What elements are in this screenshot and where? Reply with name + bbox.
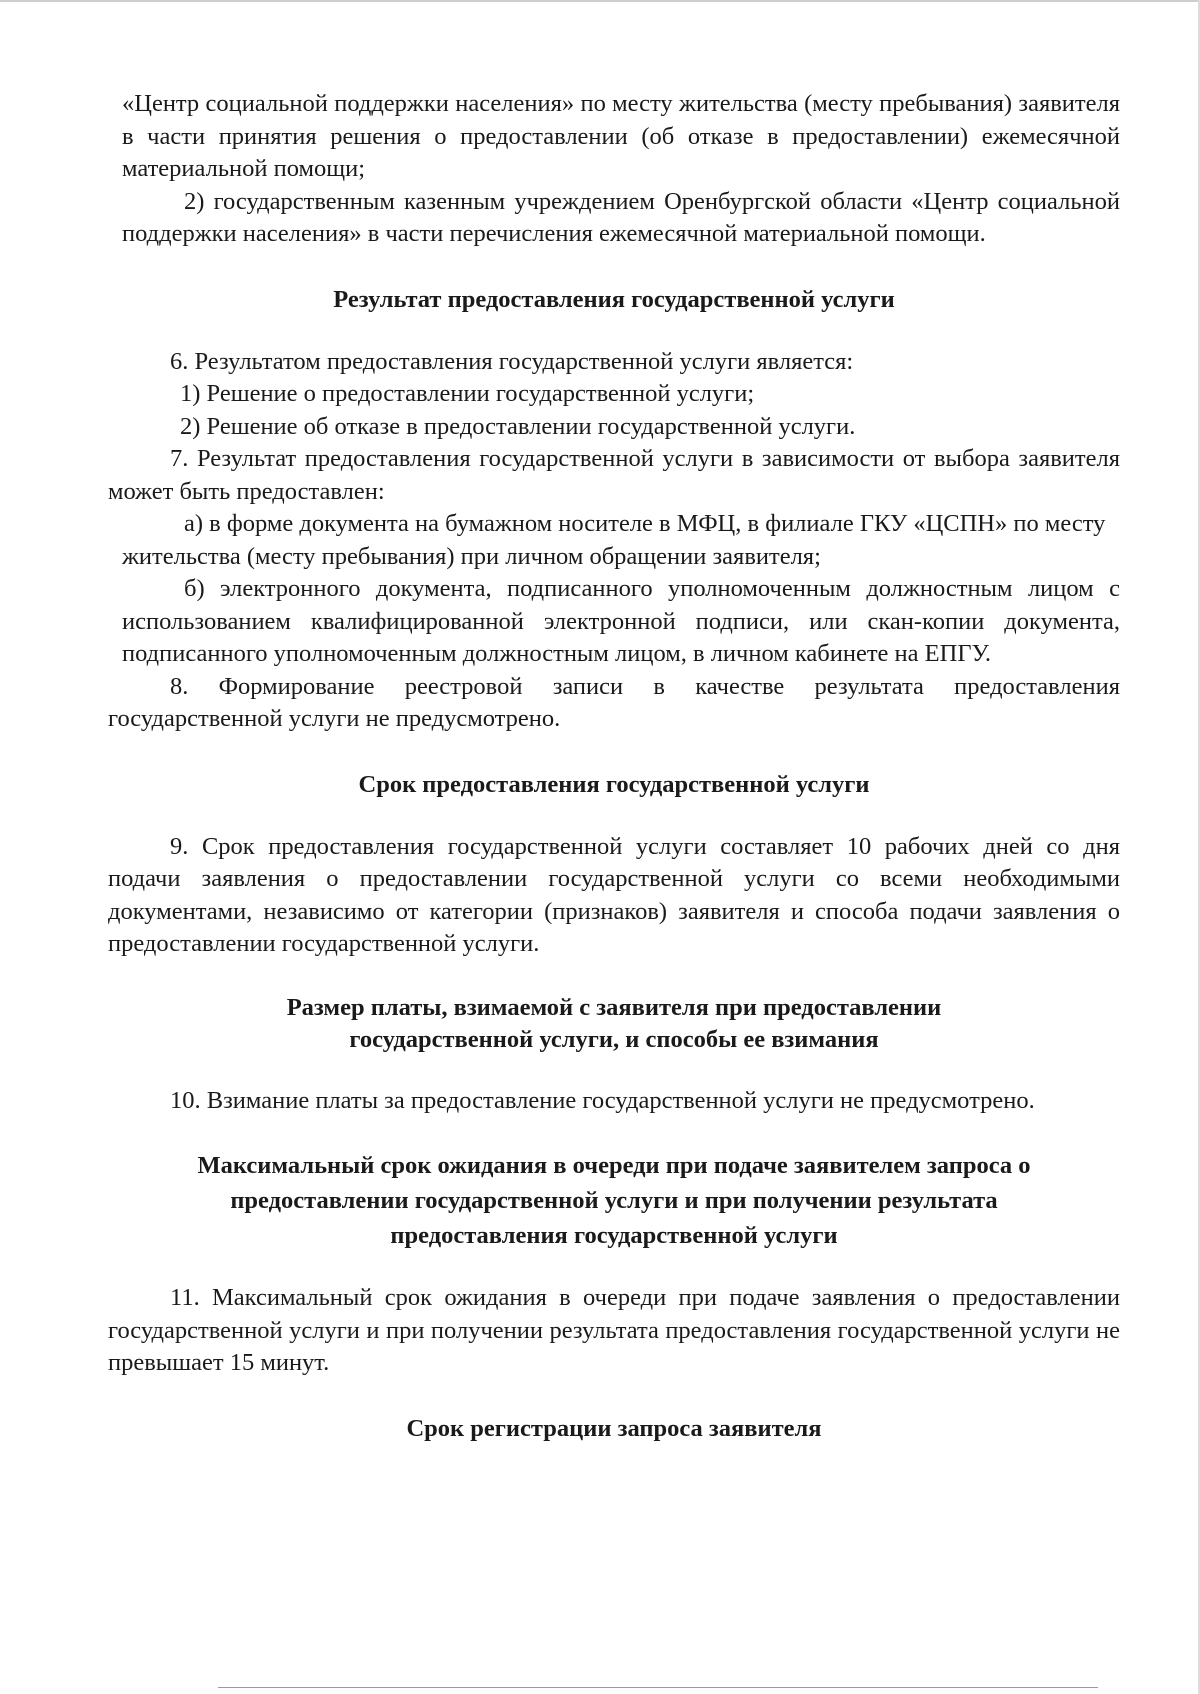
scan-top-edge [0, 0, 1200, 2]
heading-term: Срок предоставления государственной услуги [358, 770, 870, 798]
heading-queue-line-2: предоставлении государственной услуги и при получении результата [230, 1187, 998, 1214]
paragraph-8: 8. Формирование реестровой записи в качестве результата предоставления государственной услуги не предусмотрено. [108, 672, 1120, 732]
scan-bottom-line [218, 1687, 1098, 1688]
section-term-body [108, 831, 1120, 961]
heading-queue [108, 1148, 1120, 1253]
paragraph-10: 10. Взимание платы за предоставление государственной услуги не предусмотрено. [170, 1086, 1035, 1114]
paragraph-6: 6. Результатом предоставления государственной услуги является: [170, 347, 854, 375]
section-fee-body [108, 1085, 1120, 1118]
document-body [108, 88, 1120, 1446]
heading-queue-line-3: предоставления государственной услуги [390, 1222, 838, 1249]
section-queue-body [108, 1282, 1120, 1380]
paragraph-6-1: 1) Решение о предоставлении государственной услуги; [180, 380, 755, 407]
heading-queue-line-1: Максимальный срок ожидания в очереди при подаче заявителем запроса о [197, 1152, 1031, 1179]
intro-paragraph: «Центр социальной поддержки населения» по месту жительства (месту пребывания) заявителя в части принятия решения о предоставлении (об отказе в предоставлении) ежемесячной материальной помощи; [122, 90, 1120, 182]
paragraph-6-2: 2) Решение об отказе в предоставлении государственной услуги. [180, 412, 856, 440]
item-2-paragraph: 2) государственным казенным учреждением Оренбургской области «Центр социальной поддержки населения» в части перечисления ежемесячной материальной помощи. [122, 187, 1120, 247]
paragraph-7-a: а) в форме документа на бумажном носителе в МФЦ, в филиале ГКУ «ЦСПН» по месту жительства (месту пребывания) при личном обращении заявителя; [122, 510, 1106, 570]
paragraph-9: 9. Срок предоставления государственной услуги составляет 10 рабочих дней со дня подачи заявления о предоставлении государственной услуги со всеми необходимыми документами, независимо от категории (признаков) заявителя и способа подачи заявления о предоставлении государственной услуги. [108, 832, 1120, 957]
paragraph-7-b: б) электронного документа, подписанного уполномоченным должностным лицом с использованием квалифицированной электронной подписи, или скан-копии документа, подписанного уполномоченным должностным лицом, в личном кабинете на ЕПГУ. [122, 575, 1120, 667]
heading-fee-line-2: государственной услуги, и способы ее взимания [349, 1025, 879, 1053]
section-result-body [108, 346, 1120, 736]
heading-registration: Срок регистрации запроса заявителя [406, 1414, 822, 1442]
paragraph-11: 11. Максимальный срок ожидания в очереди при подаче заявления о предоставлении государственной услуги и при получении результата предоставления государственной услуги не превышает 15 минут. [108, 1284, 1120, 1376]
heading-fee [108, 992, 1120, 1056]
heading-fee-line-1: Размер платы, взимаемой с заявителя при предоставлении [286, 993, 942, 1021]
heading-result: Результат предоставления государственной услуги [333, 285, 895, 313]
paragraph-7: 7. Результат предоставления государственной услуги в зависимости от выбора заявителя может быть предоставлен: [108, 445, 1120, 505]
